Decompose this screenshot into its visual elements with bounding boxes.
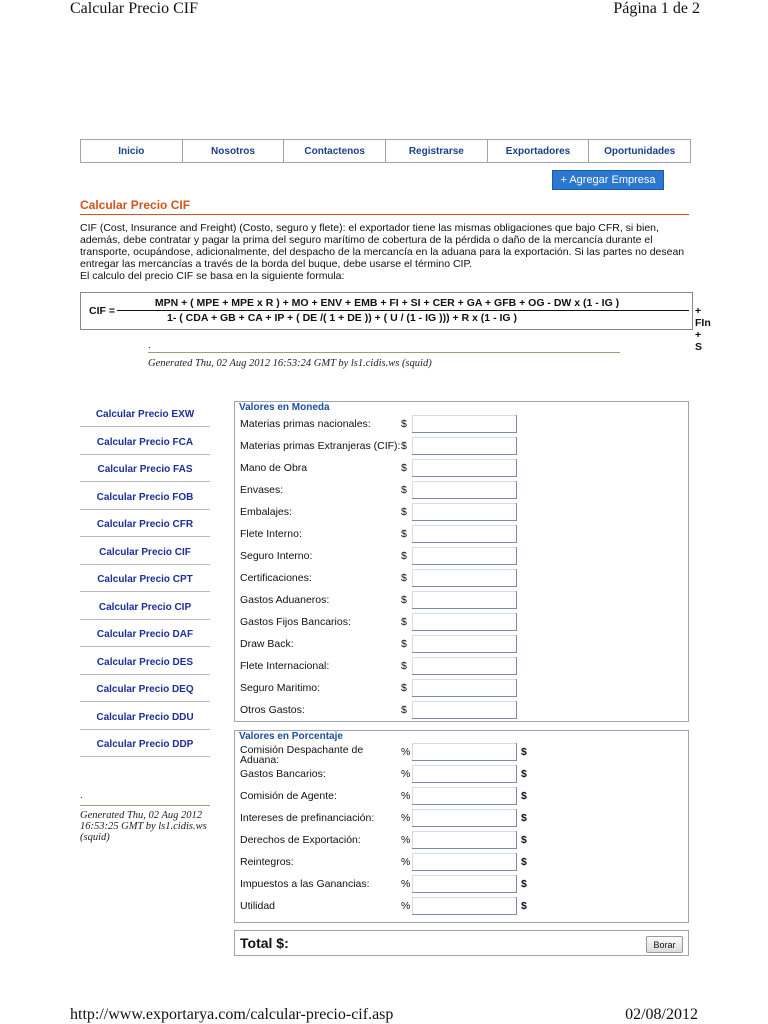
formula-rhs: + FIn + S xyxy=(695,305,711,353)
currency-symbol: $ xyxy=(401,550,407,562)
sidebar-link-daf[interactable]: Calcular Precio DAF xyxy=(80,623,210,647)
section-title: Calcular Precio CIF xyxy=(80,198,191,212)
formula-fraction-line xyxy=(117,310,689,311)
sidebar-link-cip[interactable]: Calcular Precio CIP xyxy=(80,596,210,620)
moneda-row-label: Flete Internacional: xyxy=(240,660,330,672)
moneda-row-label: Envases: xyxy=(240,484,284,496)
moneda-row-label: Seguro Maritimo: xyxy=(240,682,320,694)
generated-divider xyxy=(148,352,620,353)
currency-symbol: $ xyxy=(401,594,407,606)
currency-symbol: $ xyxy=(401,506,407,518)
print-header-page: Página 1 de 2 xyxy=(613,0,700,17)
sidebar-link-fob[interactable]: Calcular Precio FOB xyxy=(80,486,210,510)
moneda-amount-input[interactable] xyxy=(412,547,517,565)
formula-denominator: 1- ( CDA + GB + CA + IP + ( DE /( 1 + DE )) + ( U / (1 - IG ))) + R x (1 - IG ) xyxy=(167,312,517,324)
sidebar-link-fca[interactable]: Calcular Precio FCA xyxy=(80,431,210,455)
moneda-row-label: Embalajes: xyxy=(240,506,292,518)
porcentaje-input[interactable] xyxy=(412,831,517,849)
result-currency-symbol: $ xyxy=(521,746,527,758)
porcentaje-input[interactable] xyxy=(412,897,517,915)
formula-numerator: MPN + ( MPE + MPE x R ) + MO + ENV + EMB + FI + SI + CER + GA + GFB + OG - DW x (1 - IG ) xyxy=(154,297,620,309)
generated-text: Generated Thu, 02 Aug 2012 16:53:24 GMT by ls1.cidis.ws (squid) xyxy=(148,358,432,369)
currency-symbol: $ xyxy=(401,660,407,672)
porcentaje-row-label: Utilidad xyxy=(240,900,276,912)
formula-box xyxy=(80,292,711,353)
moneda-amount-input[interactable] xyxy=(412,635,517,653)
moneda-amount-input[interactable] xyxy=(412,437,517,455)
sidebar-link-ddu[interactable]: Calcular Precio DDU xyxy=(80,706,210,730)
moneda-row-label: Mano de Obra xyxy=(240,462,308,474)
result-currency-symbol: $ xyxy=(521,768,527,780)
sidebar-link-des[interactable]: Calcular Precio DES xyxy=(80,651,210,675)
sidebar-link-fas[interactable]: Calcular Precio FAS xyxy=(80,458,210,482)
result-currency-symbol: $ xyxy=(521,834,527,846)
sidebar-generated-text: Generated Thu, 02 Aug 2012 16:53:25 GMT by ls1.cidis.ws (squid) xyxy=(80,810,207,843)
currency-symbol: $ xyxy=(401,528,407,540)
porcentaje-input[interactable] xyxy=(412,787,517,805)
moneda-amount-input[interactable] xyxy=(412,657,517,675)
total-box xyxy=(234,930,689,956)
currency-symbol: $ xyxy=(401,440,407,452)
result-currency-symbol: $ xyxy=(521,856,527,868)
main-nav xyxy=(80,139,691,163)
currency-symbol: $ xyxy=(401,484,407,496)
intro-paragraph: CIF (Cost, Insurance and Freight) (Costo, seguro y flete): el exportador tiene las mismas obligaciones que bajo CFR, si bien, además, debe contratar y pagar la prima del seguro marítimo de cobertura de la pérdida o daño de la mercancía durante el transporte, ocupándose, adicionalmente, del despacho de la mercancía en la aduana para la exportación. Si las partes no desean entregar las mercancías a través de la borda del buque, debe usarse el término CIP. xyxy=(80,222,685,271)
currency-symbol: $ xyxy=(401,572,407,584)
nav-item-inicio[interactable]: Inicio xyxy=(81,140,183,162)
moneda-row-label: Otros Gastos: xyxy=(240,704,305,716)
moneda-amount-input[interactable] xyxy=(412,481,517,499)
percent-symbol: % xyxy=(401,812,411,824)
total-label: Total $: xyxy=(240,935,289,951)
moneda-amount-input[interactable] xyxy=(412,591,517,609)
percent-symbol: % xyxy=(401,746,411,758)
percent-symbol: % xyxy=(401,878,411,890)
result-currency-symbol: $ xyxy=(521,790,527,802)
moneda-amount-input[interactable] xyxy=(412,569,517,587)
nav-item-nosotros[interactable]: Nosotros xyxy=(183,140,285,162)
sidebar-link-cfr[interactable]: Calcular Precio CFR xyxy=(80,513,210,537)
currency-symbol: $ xyxy=(401,418,407,430)
nav-item-exportadores[interactable]: Exportadores xyxy=(488,140,590,162)
porcentaje-input[interactable] xyxy=(412,875,517,893)
currency-symbol: $ xyxy=(401,638,407,650)
porcentaje-input[interactable] xyxy=(412,743,517,761)
porcentaje-row-label: Intereses de prefinanciación: xyxy=(240,812,375,824)
currency-symbol: $ xyxy=(401,616,407,628)
porcentaje-row-label: Impuestos a las Ganancias: xyxy=(240,878,370,890)
porcentaje-title: Valores en Porcentaje xyxy=(239,731,343,742)
sidebar-link-ddp[interactable]: Calcular Precio DDP xyxy=(80,733,210,757)
sidebar-link-exw[interactable]: Calcular Precio EXW xyxy=(80,403,210,427)
sidebar-link-deq[interactable]: Calcular Precio DEQ xyxy=(80,678,210,702)
moneda-title: Valores en Moneda xyxy=(239,402,330,413)
moneda-row-label: Flete Interno: xyxy=(240,528,302,540)
result-currency-symbol: $ xyxy=(521,812,527,824)
percent-symbol: % xyxy=(401,790,411,802)
porcentaje-row-label: Derechos de Exportación: xyxy=(240,834,361,846)
porcentaje-input[interactable] xyxy=(412,853,517,871)
nav-item-contactenos[interactable]: Contactenos xyxy=(284,140,386,162)
moneda-amount-input[interactable] xyxy=(412,503,517,521)
moneda-amount-input[interactable] xyxy=(412,679,517,697)
currency-symbol: $ xyxy=(401,462,407,474)
porcentaje-input[interactable] xyxy=(412,765,517,783)
percent-symbol: % xyxy=(401,856,411,868)
print-header-title: Calcular Precio CIF xyxy=(70,0,198,17)
porcentaje-row-label: Comisión de Agente: xyxy=(240,790,337,802)
porcentaje-row-label: Comisión Despachante de Aduana: xyxy=(240,744,364,766)
moneda-row-label: Certificaciones: xyxy=(240,572,312,584)
formula-lhs: CIF = xyxy=(89,305,115,317)
percent-symbol: % xyxy=(401,834,411,846)
nav-item-oportunidades[interactable]: Oportunidades xyxy=(604,145,676,157)
moneda-row-label: Materias primas Extranjeras (CIF): xyxy=(240,440,401,452)
porcentaje-row-label: Gastos Bancarios: xyxy=(240,768,326,780)
add-company-button[interactable]: + Agregar Empresa xyxy=(552,170,664,190)
sidebar-generated-divider xyxy=(80,805,210,806)
formula-intro: El calculo del precio CIF se basa en la siguiente formula: xyxy=(80,270,345,283)
percent-symbol: % xyxy=(401,768,411,780)
result-currency-symbol: $ xyxy=(521,900,527,912)
sidebar-link-cpt[interactable]: Calcular Precio CPT xyxy=(80,568,210,592)
moneda-amount-input[interactable] xyxy=(412,701,517,719)
sidebar-generated-dot: . xyxy=(80,790,83,801)
nav-item-registrarse[interactable]: Registrarse xyxy=(386,140,488,162)
moneda-amount-input[interactable] xyxy=(412,613,517,631)
result-currency-symbol: $ xyxy=(521,878,527,890)
print-footer-date: 02/08/2012 xyxy=(625,1006,698,1023)
percent-symbol: % xyxy=(401,900,411,912)
moneda-amount-input[interactable] xyxy=(412,525,517,543)
title-divider xyxy=(80,214,689,215)
intro-text xyxy=(80,222,692,282)
moneda-row-label: Draw Back: xyxy=(240,638,294,650)
currency-symbol: $ xyxy=(401,682,407,694)
moneda-row-label: Seguro Interno: xyxy=(240,550,313,562)
moneda-amount-input[interactable] xyxy=(412,415,517,433)
clear-button[interactable]: Borar xyxy=(646,936,683,953)
generated-dot: . xyxy=(148,340,151,351)
porcentaje-row-label: Reintegros: xyxy=(240,856,294,868)
sidebar-link-cif[interactable]: Calcular Precio CIF xyxy=(80,541,210,565)
moneda-row-label: Materias primas nacionales: xyxy=(240,418,371,430)
print-footer-url: http://www.exportarya.com/calcular-precio-cif.asp xyxy=(70,1006,394,1023)
moneda-row-label: Gastos Aduaneros: xyxy=(240,594,330,606)
moneda-amount-input[interactable] xyxy=(412,459,517,477)
currency-symbol: $ xyxy=(401,704,407,716)
porcentaje-input[interactable] xyxy=(412,809,517,827)
moneda-row-label: Gastos Fijos Bancarios: xyxy=(240,616,351,628)
